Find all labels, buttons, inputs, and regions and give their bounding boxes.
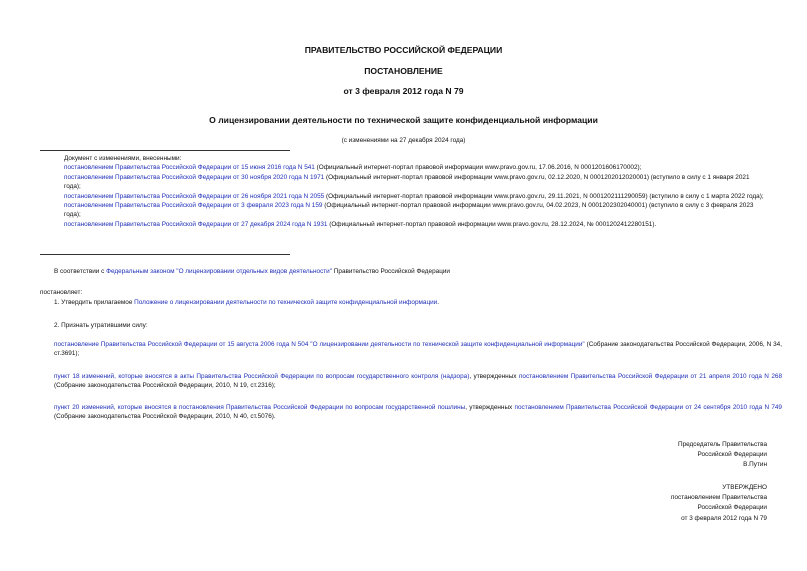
amendments-bottom-divider — [40, 254, 290, 255]
preamble — [40, 267, 782, 276]
amendment-source: (Официальный интернет-портал правовой информации www.pravo.gov.ru, 29.11.2021, N 0001202111290059) (вступило в силу с 1 марта 2022 года); — [324, 192, 764, 200]
document-title: О лицензировании деятельности по технической защите конфиденциальной информации — [209, 115, 598, 125]
repeal-mid-2: , утвержденных — [469, 373, 519, 380]
amendment-source: (Официальный интернет-портал правовой информации www.pravo.gov.ru, 28.12.2024, № 0001202412280151). — [327, 220, 657, 228]
amendment-item — [40, 201, 768, 220]
item-2: 2. Признать утратившими силу: — [54, 322, 148, 329]
amendment-item — [40, 173, 768, 192]
signature-position-2: Российской Федерации — [697, 451, 767, 459]
approval-block — [671, 483, 767, 524]
document-date-number: от 3 февраля 2012 года N 79 — [343, 86, 464, 96]
decrees-label: постановляет: — [40, 289, 83, 296]
repeal-source-2: (Собрание законодательства Российской Федерации, 2010, N 19, ст.2316); — [54, 382, 276, 390]
item-1 — [40, 298, 782, 307]
approval-label: УТВЕРЖДЕНО — [722, 484, 767, 491]
signature-block — [678, 440, 767, 471]
repeal-source-3: (Собрание законодательства Российской Федерации, 2010, N 40, ст.5076). — [54, 413, 276, 421]
item-1-end: . — [437, 299, 440, 306]
repeal-mid-3: , утвержденных — [465, 404, 515, 411]
amendments-list — [40, 154, 768, 229]
repeal-item-3 — [40, 403, 782, 422]
approval-line-2: постановлением Правительства — [671, 494, 767, 502]
preamble-text: В соответствии с — [54, 268, 107, 275]
amendment-item — [40, 220, 768, 229]
document-type-heading: ПОСТАНОВЛЕНИЕ — [364, 66, 443, 76]
amendments-intro: Документ с изменениями, внесенными: — [64, 155, 182, 162]
amendment-item — [40, 192, 768, 201]
amendment-source: (Официальный интернет-портал правовой информации www.pravo.gov.ru, 17.06.2016, N 0001201606170002); — [314, 164, 642, 172]
revision-note: (с изменениями на 27 декабря 2024 года) — [341, 137, 466, 144]
amendment-link[interactable]: постановлением Правительства Российской Федерации от 26 ноября 2021 года N 2055 — [64, 192, 325, 200]
repeal-link-3[interactable]: пункт 20 изменений, которые вносятся в постановления Правительства Российской Федерации по вопросам государственной пошлины — [54, 404, 466, 411]
amendment-link[interactable]: постановлением Правительства Российской Федерации от 15 июня 2016 года N 541 — [64, 164, 315, 172]
government-heading: ПРАВИТЕЛЬСТВО РОССИЙСКОЙ ФЕДЕРАЦИИ — [304, 45, 503, 55]
item-1-text: 1. Утвердить прилагаемое — [54, 299, 135, 306]
preamble-text-end: Правительство Российской Федерации — [332, 268, 450, 275]
amendments-top-divider — [40, 150, 290, 151]
amendment-link[interactable]: постановлением Правительства Российской Федерации от 30 ноября 2020 года N 1971 — [64, 173, 325, 181]
regulation-link[interactable]: Положение о лицензировании деятельности по технической защите конфиденциальной информации — [134, 299, 438, 306]
approval-line-3: Российской Федерации — [697, 504, 767, 512]
repeal-link-3b[interactable]: постановлением Правительства Российской Федерации от 24 сентября 2010 года N 749 — [514, 404, 782, 411]
signature-name: В.Путин — [743, 461, 767, 469]
amendment-link[interactable]: постановлением Правительства Российской Федерации от 27 декабря 2024 года N 1931 — [64, 220, 328, 228]
repeal-item-2 — [40, 372, 782, 391]
repeal-link-1[interactable]: постановление Правительства Российской Федерации от 15 августа 2006 года N 504 "О лицензировании деятельности по технической защите конфиденциальной информации" — [54, 341, 585, 348]
repeal-link-2[interactable]: пункт 18 изменений, которые вносятся в акты Правительства Российской Федерации по вопросам государственного контроля (надзора) — [54, 373, 470, 380]
federal-law-link[interactable]: Федеральным законом "О лицензировании отдельных видов деятельности" — [106, 268, 333, 275]
repeal-source-1: (Собрание законодательства Российской Федерации, 2006, N 34, ст.3691); — [54, 341, 782, 358]
signature-position: Председатель Правительства — [678, 441, 767, 448]
amendment-item — [40, 163, 768, 172]
approval-date: от 3 февраля 2012 года N 79 — [681, 514, 767, 522]
repeal-item-1 — [40, 340, 782, 359]
amendment-source: (Официальный интернет-портал правовой информации www.pravo.gov.ru, 02.12.2020, N 0001202012020001) (вступило в силу с 1 января 2021 года); — [64, 173, 750, 191]
amendment-source: (Официальный интернет-портал правовой информации www.pravo.gov.ru, 04.02.2023, N 0001202302040001) (вступило в силу с 3 февраля 2023 года); — [64, 202, 754, 219]
amendment-link[interactable]: постановлением Правительства Российской Федерации от 3 февраля 2023 года N 159 — [64, 202, 323, 210]
repeal-link-2b[interactable]: постановлением Правительства Российской Федерации от 21 апреля 2010 года N 268 — [518, 373, 783, 380]
